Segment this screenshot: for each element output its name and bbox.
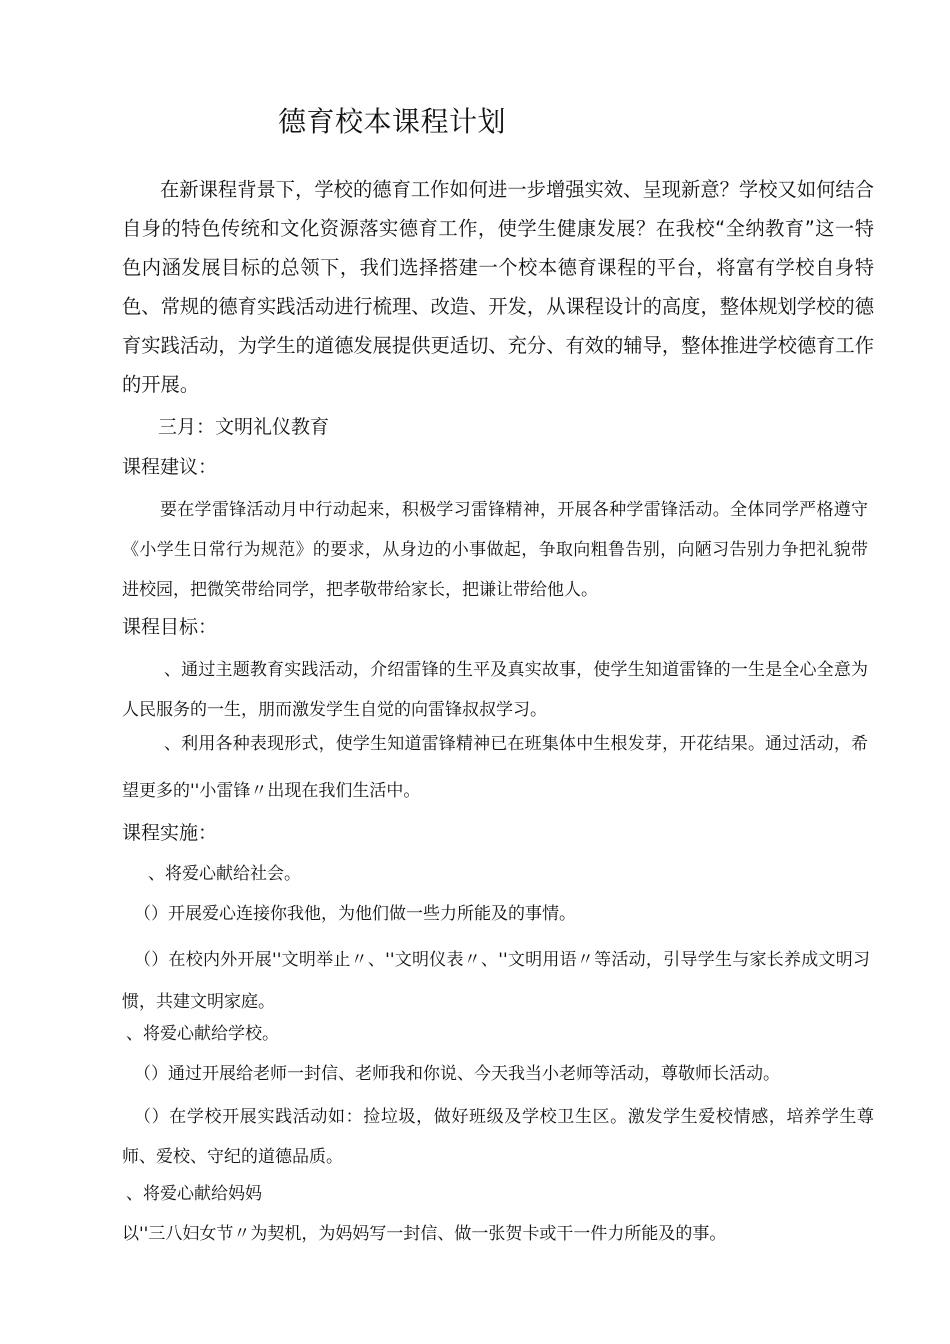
implementation-item-1b: （）在校内外开展''文明举止〃、''文明仪表〃、''文明用语〃等活动，引导学生与家长养成文明习惯，共建文明家庭。	[122, 950, 870, 1012]
document-title: 德育校本课程计划	[278, 105, 507, 138]
month-heading: 三月：文明礼仪教育	[158, 416, 330, 438]
suggestion-paragraph: 要在学雷锋活动月中行动起来，积极学习雷锋精神，开展各种学雷锋活动。全体同学严格遵守《小学生日常行为规范》的要求，从身边的小事做起，争取向粗鲁告别，向陋习告别力争把礼貌带进校园，把微笑带给同学，把孝敬带给家长，把谦让带给他人。	[122, 500, 868, 600]
implementation-item-2-title: 、将爱心献给学校。	[126, 1024, 279, 1044]
implementation-item-1a: （）开展爱心连接你我他，为他们做一些力所能及的事情。	[134, 904, 576, 924]
implementation-heading: 课程实施：	[122, 822, 218, 844]
implementation-item-2a: （）通过开展给老师一封信、老师我和你说、今天我当小老师等活动，尊敬师长活动。	[134, 1064, 780, 1084]
goal-item-2: 、利用各种表现形式，使学生知道雷锋精神已在班集体中生根发芽，开花结果。通过活动，希望更多的''小雷锋〃出现在我们生活中。	[122, 734, 868, 801]
implementation-item-2b: （）在学校开展实践活动如：捡垃圾，做好班级及学校卫生区。激发学生爱校情感，培养学生尊师、爱校、守纪的道德品质。	[122, 1107, 874, 1167]
suggestion-heading: 课程建议：	[122, 456, 218, 478]
intro-paragraph: 在新课程背景下，学校的德育工作如何进一步增强实效、呈现新意？学校又如何结合自身的特色传统和文化资源落实德育工作，使学生健康发展？在我校“全纳教育”这一特色内涵发展目标的总领下，我们选择搭建一个校本德育课程的平台，将富有学校自身特色、常规的德育实践活动进行梳理、改造、开发，从课程设计的高度，整体规划学校的德育实践活动，为学生的道德发展提供更适切、充分、有效的辅导，整体推进学校德育工作的开展。	[122, 178, 874, 396]
implementation-item-3-text: 以''三八妇女节〃为契机，为妈妈写一封信、做一张贺卡或干一件力所能及的事。	[122, 1224, 727, 1244]
goal-item-1: 、通过主题教育实践活动，介绍雷锋的生平及真实故事，使学生知道雷锋的一生是全心全意为人民服务的一生，朋而激发学生自觉的向雷锋叔叔学习。	[122, 660, 868, 720]
goal-heading: 课程目标：	[122, 616, 218, 638]
implementation-item-3-title: 、将爱心献给妈妈	[126, 1184, 262, 1204]
implementation-item-1-title: 、将爱心献给社会。	[148, 864, 301, 884]
